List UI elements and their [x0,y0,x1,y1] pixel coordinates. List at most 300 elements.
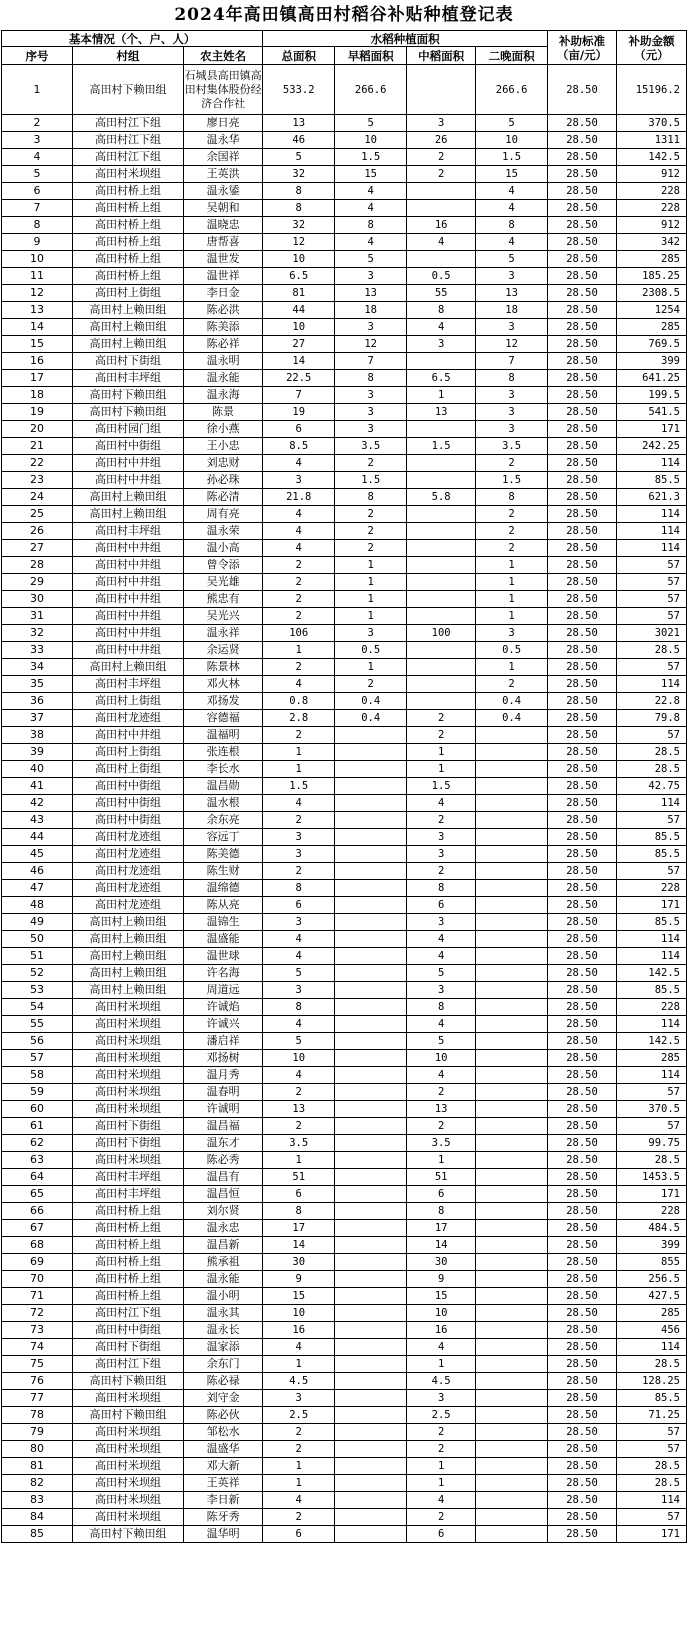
total-area: 1 [263,744,335,761]
early-rice-area [335,846,407,863]
mid-rice-area: 4 [407,1339,476,1356]
mid-rice-area: 4 [407,931,476,948]
total-area: 10 [263,319,335,336]
farmer-name: 温永祥 [184,625,263,642]
table-row [2,472,687,489]
subsidy-amount: 427.5 [616,1288,686,1305]
mid-rice-area: 17 [407,1220,476,1237]
subsidy-amount: 342 [616,234,686,251]
total-area: 3 [263,1390,335,1407]
mid-rice-area: 0.5 [407,268,476,285]
subsidy-standard: 28.50 [548,132,617,149]
farmer-name: 陈必清 [184,489,263,506]
row-index: 40 [2,761,73,778]
early-rice-area [335,1169,407,1186]
subsidy-amount: 42.75 [616,778,686,795]
farmer-name: 容远丁 [184,829,263,846]
mid-rice-area: 3.5 [407,1135,476,1152]
subsidy-standard: 28.50 [548,268,617,285]
mid-rice-area: 2 [407,149,476,166]
farmer-name: 温世祥 [184,268,263,285]
village-group: 高田村桥上组 [72,1288,183,1305]
late-rice-area [476,1101,548,1118]
table-row [2,812,687,829]
subsidy-amount: 22.8 [616,693,686,710]
late-rice-area: 0.5 [476,642,548,659]
table-row [2,115,687,132]
farmer-name: 温昌恒 [184,1186,263,1203]
farmer-name: 陈必祥 [184,336,263,353]
total-area: 8.5 [263,438,335,455]
subsidy-standard: 28.50 [548,1322,617,1339]
col-header-late-rice: 二晚面积 [476,47,548,65]
row-index: 59 [2,1084,73,1101]
village-group: 高田村桥上组 [72,1271,183,1288]
early-rice-area: 8 [335,370,407,387]
mid-rice-area [407,557,476,574]
table-row [2,1492,687,1509]
early-rice-area [335,982,407,999]
early-rice-area: 4 [335,183,407,200]
mid-rice-area: 4 [407,1016,476,1033]
subsidy-amount: 855 [616,1254,686,1271]
farmer-name: 温永明 [184,353,263,370]
late-rice-area: 5 [476,251,548,268]
late-rice-area [476,1237,548,1254]
farmer-name: 温华明 [184,1526,263,1543]
late-rice-area [476,880,548,897]
early-rice-area: 1 [335,574,407,591]
subsidy-standard: 28.50 [548,1356,617,1373]
village-group: 高田村中井组 [72,557,183,574]
total-area: 2 [263,1424,335,1441]
table-row [2,251,687,268]
row-index: 74 [2,1339,73,1356]
late-rice-area [476,1356,548,1373]
row-index: 7 [2,200,73,217]
subsidy-amount: 57 [616,591,686,608]
early-rice-area: 3 [335,625,407,642]
table-row [2,370,687,387]
late-rice-area: 10 [476,132,548,149]
late-rice-area [476,795,548,812]
late-rice-area [476,1373,548,1390]
row-index: 55 [2,1016,73,1033]
farmer-name: 温春明 [184,1084,263,1101]
row-index: 44 [2,829,73,846]
subsidy-amount: 285 [616,319,686,336]
village-group: 高田村中井组 [72,591,183,608]
table-row [2,217,687,234]
farmer-name: 温永长 [184,1322,263,1339]
table-row [2,1305,687,1322]
mid-rice-area: 1.5 [407,778,476,795]
subsidy-standard: 28.50 [548,965,617,982]
mid-rice-area [407,676,476,693]
early-rice-area [335,829,407,846]
subsidy-standard: 28.50 [548,200,617,217]
farmer-name: 余运贤 [184,642,263,659]
row-index: 38 [2,727,73,744]
subsidy-standard: 28.50 [548,1526,617,1543]
table-row [2,1356,687,1373]
subsidy-amount: 256.5 [616,1271,686,1288]
table-row [2,506,687,523]
row-index: 42 [2,795,73,812]
late-rice-area: 3 [476,404,548,421]
subsidy-amount: 57 [616,557,686,574]
late-rice-area: 3 [476,625,548,642]
subsidy-standard: 28.50 [548,251,617,268]
table-row [2,200,687,217]
mid-rice-area: 4 [407,795,476,812]
subsidy-amount: 85.5 [616,846,686,863]
subsidy-standard: 28.50 [548,370,617,387]
row-index: 1 [2,65,73,115]
subsidy-amount: 370.5 [616,1101,686,1118]
total-area: 6.5 [263,268,335,285]
subsidy-standard: 28.50 [548,1509,617,1526]
mid-rice-area: 13 [407,1101,476,1118]
row-index: 5 [2,166,73,183]
total-area: 21.8 [263,489,335,506]
village-group: 高田村米坝组 [72,1424,183,1441]
farmer-name: 温小明 [184,1288,263,1305]
table-row [2,438,687,455]
table-row [2,1050,687,1067]
village-group: 高田村中街组 [72,778,183,795]
total-area: 15 [263,1288,335,1305]
early-rice-area [335,1288,407,1305]
row-index: 79 [2,1424,73,1441]
subsidy-standard: 28.50 [548,744,617,761]
table-row [2,829,687,846]
early-rice-area [335,999,407,1016]
total-area: 2 [263,812,335,829]
farmer-name: 陈景 [184,404,263,421]
subsidy-amount: 57 [616,727,686,744]
village-group: 高田村桥上组 [72,1220,183,1237]
early-rice-area [335,1356,407,1373]
village-group: 高田村丰坪组 [72,370,183,387]
late-rice-area [476,1288,548,1305]
farmer-name: 温永鋈 [184,183,263,200]
table-row [2,642,687,659]
mid-rice-area: 3 [407,1390,476,1407]
early-rice-area: 3.5 [335,438,407,455]
table-row [2,1135,687,1152]
subsidy-standard: 28.50 [548,404,617,421]
village-group: 高田村米坝组 [72,999,183,1016]
early-rice-area [335,1135,407,1152]
subsidy-standard: 28.50 [548,506,617,523]
subsidy-amount: 114 [616,455,686,472]
early-rice-area [335,1084,407,1101]
subsidy-amount: 171 [616,1186,686,1203]
subsidy-amount: 228 [616,880,686,897]
farmer-name: 周有亮 [184,506,263,523]
late-rice-area: 1 [476,608,548,625]
early-rice-area: 1.5 [335,149,407,166]
village-group: 高田村米坝组 [72,1441,183,1458]
total-area: 3 [263,472,335,489]
farmer-name: 许诚明 [184,1101,263,1118]
subsidy-standard: 28.50 [548,1033,617,1050]
early-rice-area [335,1101,407,1118]
row-index: 76 [2,1373,73,1390]
mid-rice-area: 4 [407,1067,476,1084]
table-row [2,1101,687,1118]
total-area: 2 [263,591,335,608]
subsidy-amount: 57 [616,1509,686,1526]
total-area: 13 [263,115,335,132]
mid-rice-area: 4.5 [407,1373,476,1390]
village-group: 高田村龙迹组 [72,863,183,880]
total-area: 81 [263,285,335,302]
row-index: 63 [2,1152,73,1169]
total-area: 1 [263,1152,335,1169]
subsidy-standard: 28.50 [548,999,617,1016]
subsidy-amount: 456 [616,1322,686,1339]
late-rice-area [476,999,548,1016]
total-area: 30 [263,1254,335,1271]
total-area: 4 [263,506,335,523]
table-row [2,302,687,319]
mid-rice-area: 3 [407,982,476,999]
subsidy-amount: 128.25 [616,1373,686,1390]
farmer-name: 温昌福 [184,1118,263,1135]
row-index: 58 [2,1067,73,1084]
late-rice-area [476,948,548,965]
village-group: 高田村龙迹组 [72,710,183,727]
subsidy-standard: 28.50 [548,421,617,438]
village-group: 高田村米坝组 [72,1101,183,1118]
late-rice-area [476,1067,548,1084]
row-index: 43 [2,812,73,829]
early-rice-area: 0.4 [335,710,407,727]
total-area: 3 [263,982,335,999]
mid-rice-area: 2 [407,727,476,744]
mid-rice-area [407,540,476,557]
total-area: 8 [263,999,335,1016]
farmer-name: 温盛能 [184,931,263,948]
row-index: 46 [2,863,73,880]
early-rice-area [335,1424,407,1441]
late-rice-area [476,897,548,914]
subsidy-standard: 28.50 [548,1288,617,1305]
total-area: 2 [263,659,335,676]
mid-rice-area [407,183,476,200]
subsidy-amount: 85.5 [616,982,686,999]
early-rice-area [335,1050,407,1067]
early-rice-area [335,1305,407,1322]
late-rice-area: 15 [476,166,548,183]
subsidy-amount: 79.8 [616,710,686,727]
subsidy-standard: 28.50 [548,625,617,642]
village-group: 高田村丰坪组 [72,1186,183,1203]
farmer-name: 李日新 [184,1492,263,1509]
mid-rice-area: 2 [407,1084,476,1101]
table-row [2,1203,687,1220]
total-area: 8 [263,200,335,217]
early-rice-area: 0.5 [335,642,407,659]
row-index: 39 [2,744,73,761]
table-row [2,795,687,812]
village-group: 高田村下赖田组 [72,65,183,115]
late-rice-area: 1.5 [476,472,548,489]
mid-rice-area: 8 [407,302,476,319]
late-rice-area: 266.6 [476,65,548,115]
total-area: 2 [263,1118,335,1135]
subsidy-standard: 28.50 [548,540,617,557]
early-rice-area: 5 [335,251,407,268]
mid-rice-area [407,251,476,268]
subsidy-standard: 28.50 [548,761,617,778]
early-rice-area: 7 [335,353,407,370]
subsidy-standard: 28.50 [548,948,617,965]
farmer-name: 温永海 [184,387,263,404]
row-index: 24 [2,489,73,506]
village-group: 高田村中井组 [72,472,183,489]
village-group: 高田村上赖田组 [72,489,183,506]
subsidy-standard: 28.50 [548,1084,617,1101]
total-area: 10 [263,1305,335,1322]
late-rice-area [476,1016,548,1033]
village-group: 高田村丰坪组 [72,1169,183,1186]
total-area: 1 [263,761,335,778]
row-index: 36 [2,693,73,710]
row-index: 22 [2,455,73,472]
subsidy-amount: 242.25 [616,438,686,455]
subsidy-standard: 28.50 [548,710,617,727]
farmer-name: 张连根 [184,744,263,761]
subsidy-standard: 28.50 [548,778,617,795]
subsidy-amount: 171 [616,1526,686,1543]
village-group: 高田村米坝组 [72,1509,183,1526]
farmer-name: 王小忠 [184,438,263,455]
mid-rice-area: 55 [407,285,476,302]
subsidy-amount: 114 [616,676,686,693]
table-row [2,1084,687,1101]
subsidy-standard: 28.50 [548,472,617,489]
mid-rice-area: 2 [407,166,476,183]
farmer-name: 周道远 [184,982,263,999]
row-index: 75 [2,1356,73,1373]
row-index: 83 [2,1492,73,1509]
subsidy-amount: 199.5 [616,387,686,404]
subsidy-standard: 28.50 [548,1152,617,1169]
table-row [2,948,687,965]
late-rice-area: 18 [476,302,548,319]
village-group: 高田村龙迹组 [72,829,183,846]
subsidy-standard: 28.50 [548,217,617,234]
farmer-name: 邹松水 [184,1424,263,1441]
late-rice-area: 2 [476,540,548,557]
late-rice-area [476,1271,548,1288]
village-group: 高田村下赖田组 [72,1373,183,1390]
mid-rice-area: 2 [407,812,476,829]
subsidy-amount: 2308.5 [616,285,686,302]
table-row [2,693,687,710]
mid-rice-area: 8 [407,1203,476,1220]
row-index: 35 [2,676,73,693]
mid-rice-area: 10 [407,1050,476,1067]
row-index: 19 [2,404,73,421]
village-group: 高田村桥上组 [72,200,183,217]
mid-rice-area [407,353,476,370]
subsidy-amount: 28.5 [616,1458,686,1475]
row-index: 8 [2,217,73,234]
subsidy-standard: 28.50 [548,1390,617,1407]
total-area: 14 [263,1237,335,1254]
total-area: 533.2 [263,65,335,115]
rice-area-header: 水稻种植面积 [263,31,548,47]
mid-rice-area: 2 [407,1118,476,1135]
subsidy-standard: 28.50 [548,557,617,574]
total-area: 17 [263,1220,335,1237]
mid-rice-area: 6 [407,1526,476,1543]
village-group: 高田村桥上组 [72,1254,183,1271]
table-row [2,1169,687,1186]
subsidy-standard: 28.50 [548,387,617,404]
mid-rice-area: 3 [407,336,476,353]
subsidy-standard: 28.50 [548,1407,617,1424]
subsidy-standard: 28.50 [548,982,617,999]
early-rice-area: 1 [335,659,407,676]
table-row [2,1390,687,1407]
subsidy-amount: 114 [616,1016,686,1033]
mid-rice-area [407,523,476,540]
table-row [2,710,687,727]
table-row [2,897,687,914]
subsidy-standard: 28.50 [548,693,617,710]
row-index: 16 [2,353,73,370]
subsidy-standard: 28.50 [548,234,617,251]
village-group: 高田村下赖田组 [72,1407,183,1424]
late-rice-area: 4 [476,200,548,217]
total-area: 3 [263,914,335,931]
total-area: 22.5 [263,370,335,387]
subsidy-standard: 28.50 [548,319,617,336]
total-area: 2.5 [263,1407,335,1424]
table-row [2,336,687,353]
subsidy-standard: 28.50 [548,1305,617,1322]
subsidy-amount: 370.5 [616,115,686,132]
total-area: 0.8 [263,693,335,710]
early-rice-area: 18 [335,302,407,319]
subsidy-standard: 28.50 [548,149,617,166]
late-rice-area: 4 [476,183,548,200]
late-rice-area [476,1424,548,1441]
farmer-name: 刘守金 [184,1390,263,1407]
village-group: 高田村中井组 [72,608,183,625]
table-row [2,846,687,863]
total-area: 46 [263,132,335,149]
village-group: 高田村桥上组 [72,1203,183,1220]
subsidy-standard: 28.50 [548,336,617,353]
village-group: 高田村上赖田组 [72,965,183,982]
early-rice-area [335,897,407,914]
early-rice-area: 1 [335,608,407,625]
subsidy-amount: 3021 [616,625,686,642]
early-rice-area [335,1475,407,1492]
mid-rice-area: 16 [407,217,476,234]
total-area: 14 [263,353,335,370]
late-rice-area [476,1475,548,1492]
village-group: 高田村下赖田组 [72,1526,183,1543]
total-area: 6 [263,897,335,914]
subsidy-standard: 28.50 [548,489,617,506]
